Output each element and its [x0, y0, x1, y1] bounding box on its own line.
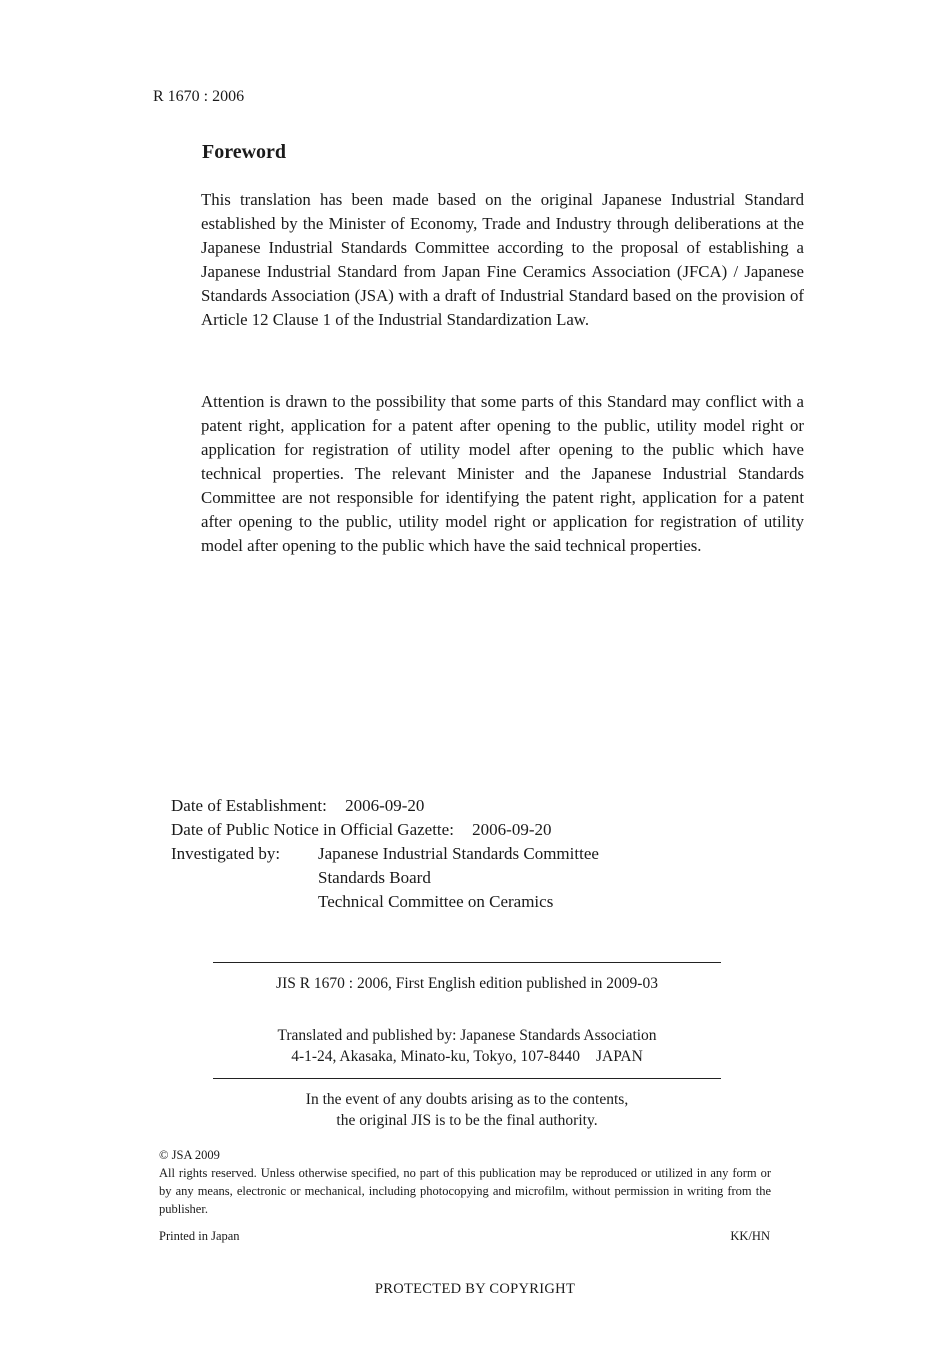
foreword-paragraph-1: This translation has been made based on the original Japanese Industrial Standard established by the Minister of Economy, Trade and Industry through deliberations at the Japanese Industrial Standards Committee according to the proposal of establishing a Japanese Industrial Standard from Japan Fine Ceramics Association (JFCA) / Japanese Standards Association (JSA) with a draft of Industrial Standard based on the provision of Article 12 Clause 1 of the Industrial Standardization Law.: [201, 190, 804, 329]
address-line: [213, 1048, 721, 1066]
gazette-row: [171, 818, 552, 842]
document-id: R 1670 : 2006: [153, 88, 245, 105]
edition-line: JIS R 1670 : 2006, First English edition published in 2009-03: [276, 975, 658, 992]
copyright-notice: © JSA 2009: [159, 1148, 220, 1162]
address: 4-1-24, Akasaka, Minato-ku, Tokyo, 107-8440: [291, 1048, 580, 1065]
investigated-line-1: Japanese Industrial Standards Committee: [318, 844, 599, 863]
divider-top: [213, 962, 721, 963]
authority-line-2: the original JIS is to be the final authority.: [336, 1112, 598, 1129]
establishment-label: Date of Establishment:: [171, 796, 327, 815]
investigated-line-2: Standards Board: [318, 868, 431, 887]
translated-by-line: Translated and published by: Japanese Standards Association: [277, 1027, 657, 1044]
investigated-line-3: Technical Committee on Ceramics: [318, 892, 554, 911]
authority-line-1: In the event of any doubts arising as to the contents,: [305, 1091, 629, 1108]
investigated-label: Investigated by:: [171, 844, 281, 863]
foreword-paragraph-2: Attention is drawn to the possibility that some parts of this Standard may conflict with a patent right, application for a patent after opening to the public, utility model right or application for registration of utility model after opening to the public which have technical properties. The relevant Minister and the Japanese Industrial Standards Committee are not responsible for identifying the patent right, application for a patent after opening to the public, utility model right or application for registration of utility model after opening to the public which have the said technical properties.: [201, 392, 804, 555]
foreword-title: Foreword: [202, 141, 287, 163]
gazette-label: Date of Public Notice in Official Gazette:: [171, 820, 454, 839]
establishment-date: 2006-09-20: [345, 796, 425, 815]
print-code: KK/HN: [730, 1229, 770, 1243]
printed-in: Printed in Japan: [159, 1229, 240, 1243]
establishment-row: [171, 794, 424, 818]
gazette-date: 2006-09-20: [472, 820, 552, 839]
rights-statement: All rights reserved. Unless otherwise specified, no part of this publication may be reproduced or utilized in any form or by any means, electronic or mechanical, including photocopying and microfilm, without permission in writing from the publisher.: [159, 1166, 771, 1216]
divider-bottom: [213, 1078, 721, 1079]
protected-footer: PROTECTED BY COPYRIGHT: [374, 1281, 576, 1297]
country: JAPAN: [595, 1048, 643, 1065]
